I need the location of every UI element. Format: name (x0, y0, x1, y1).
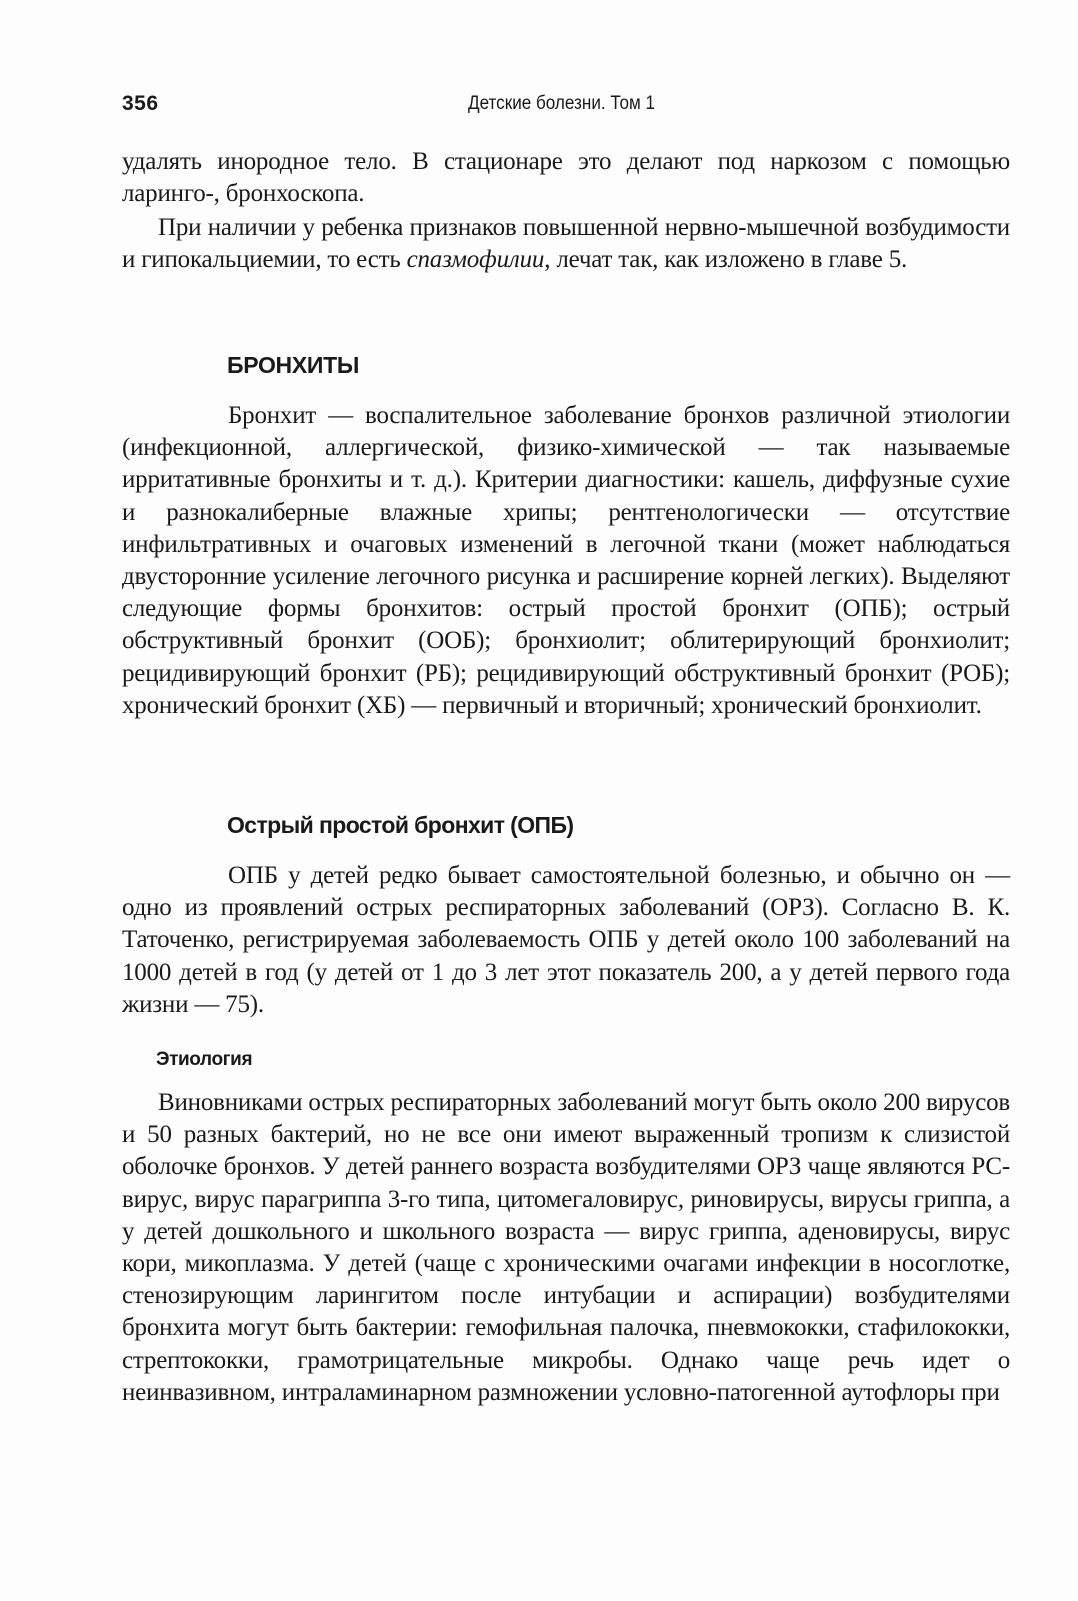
paragraph-etiology (122, 1087, 1010, 1409)
paragraph-continuation (122, 146, 1010, 210)
paragraph-text: Бронхит — воспалительное заболевание бронхов различной этиологии (инфекционной, аллергической, физико-химической — так называемые ирритативные бронхиты и т. д.). Критерии диагностики: кашель, диффузные сухие и разнокалиберные влажные хрипы; рентгенологически — отсутствие инфильтративных и очаговых изменений в легочной ткани (может наблюдаться двусторонние усиление легочного рисунка и расширение корней легких). Выделяют следующие формы бронхитов: острый простой бронхит (ОПБ); острый обструктивный бронхит (ООБ); бронхиолит; облитерирующий бронхиолит; рецидивирующий бронхит (РБ); рецидивирующий обструктивный бронхит (РОБ); хронический бронхит (ХБ) — первичный и вторичный; хронический бронхиолит. (122, 402, 1010, 719)
section-heading-bronchitis: БРОНХИТЫ (227, 352, 360, 378)
paragraph-opb (122, 860, 1010, 1021)
subsection-heading-acute-simple-bronchitis: Острый простой бронхит (ОПБ) (227, 812, 574, 838)
page-number: 356 (122, 92, 159, 115)
paragraph-text: удалять инородное тело. В стационаре это делают под наркозом с помощью ларинго-, бронхоскопа. (122, 148, 1010, 208)
italic-term: спазмофилии (406, 246, 545, 274)
paragraph-text (122, 212, 1010, 276)
text-run: При наличии у ребенка признаков повышенной нервно-мышечной возбудимости и гипокальциемии, то есть (122, 214, 1010, 274)
paragraph-text: ОПБ у детей редко бывает самостоятельной болезнью, и обычно он — одно из проявлений острых респираторных заболеваний (ОРЗ). Согласно В. К. Таточенко, регистрируемая заболеваемость ОПБ у детей около 100 заболеваний на 1000 детей в год (у детей от 1 до 3 лет этот показатель 200, а у детей первого года жизни — 75). (122, 862, 1010, 1018)
running-head (122, 92, 1010, 124)
paragraph-text: Виновниками острых респираторных заболеваний могут быть около 200 вирусов и 50 разных бактерий, но не все они имеют выраженный тропизм к слизистой оболочке бронхов. У детей раннего возраста возбудителями ОРЗ чаще являются РС-вирус, вирус парагриппа 3-го типа, цитомегаловирус, риновирусы, вирусы гриппа, а у детей дошкольного и школьного возраста — вирус гриппа, аденовирусы, вирус кори, микоплазма. У детей (чаще с хроническими очагами инфекции в носоглотке, стенозирующим ларингитом после интубации и аспирации) возбудителями бронхита могут быть бактерии: гемофильная палочка, пневмококки, стафилококки, стрептококки, грамотрицательные микробы. Однако чаще речь идет о неинвазивном, интраламинарном размножении условно-патогенной аутофлоры при (122, 1089, 1010, 1406)
book-title: Детские болезни. Том 1 (468, 93, 656, 114)
subheading-etiology: Этиология (156, 1049, 253, 1070)
text-run: , лечат так, как изложено в главе 5. (544, 246, 908, 274)
paragraph-spasmophilia (122, 212, 1010, 276)
paragraph-bronchitis-definition (122, 400, 1010, 722)
